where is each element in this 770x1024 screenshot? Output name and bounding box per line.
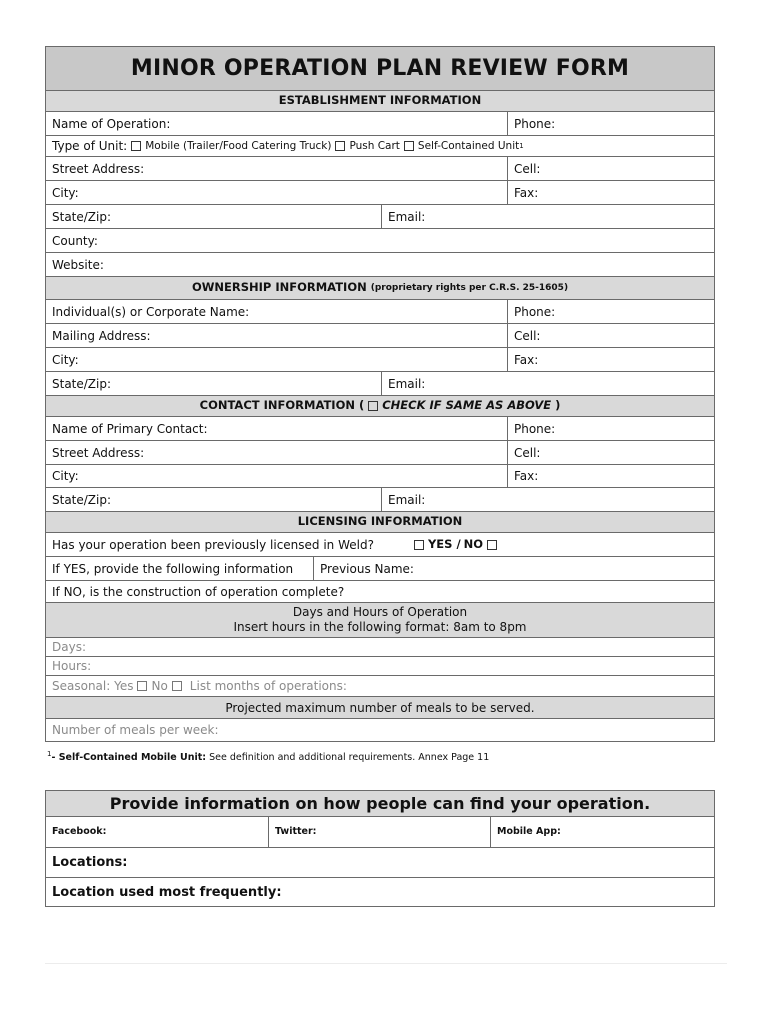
street-row: [46, 156, 714, 180]
contact-state-row: [46, 487, 714, 511]
county-field[interactable]: County:: [52, 233, 98, 248]
same-as-above-checkbox[interactable]: [368, 401, 378, 411]
hours-header-title: Days and Hours of Operation: [292, 605, 468, 619]
seasonal-label: Seasonal: Yes: [52, 679, 134, 693]
contact-fax-field[interactable]: Fax:: [507, 465, 714, 487]
self-contained-label: Self-Contained Unit: [417, 139, 520, 152]
licensed-question-row: [46, 532, 714, 556]
footnote-mark: 1: [47, 750, 52, 758]
form-title: MINOR OPERATION PLAN REVIEW FORM: [46, 47, 714, 90]
owner-state-zip-field[interactable]: State/Zip:: [52, 376, 112, 391]
phone-field[interactable]: Phone:: [507, 112, 714, 135]
licensed-yes-checkbox[interactable]: [414, 540, 424, 550]
licensed-no-checkbox[interactable]: [487, 540, 497, 550]
mobile-app-field[interactable]: Mobile App:: [490, 817, 714, 847]
contact-state-zip-field[interactable]: State/Zip:: [52, 492, 112, 507]
seasonal-no-label: No: [151, 679, 168, 693]
facebook-field[interactable]: Facebook:: [52, 826, 107, 838]
days-field[interactable]: Days:: [52, 640, 86, 654]
if-yes-label: If YES, provide the following information: [52, 561, 294, 576]
construction-row: [46, 580, 714, 602]
mobile-checkbox[interactable]: [131, 141, 141, 151]
page-divider: [45, 963, 727, 964]
contact-city-row: [46, 464, 714, 487]
meals-per-week-field[interactable]: Number of meals per week:: [52, 723, 219, 737]
same-as-above-label: CHECK IF SAME AS ABOVE: [382, 398, 552, 413]
hours-field[interactable]: Hours:: [52, 659, 92, 673]
hours-header-format: Insert hours in the following format: 8am to 8pm: [233, 620, 527, 634]
unit-type-row: [46, 135, 714, 156]
seasonal-months-field[interactable]: List months of operations:: [189, 679, 347, 693]
owner-state-row: [46, 371, 714, 395]
locations-field[interactable]: Locations:: [52, 855, 128, 870]
hours-row: [46, 656, 714, 675]
website-field[interactable]: Website:: [52, 257, 104, 272]
owner-name-row: [46, 299, 714, 323]
cell-field[interactable]: Cell:: [507, 157, 714, 180]
state-row: [46, 204, 714, 228]
ownership-header-row: [46, 276, 714, 299]
seasonal-row: [46, 675, 714, 696]
contact-header: CONTACT INFORMATION (: [199, 398, 365, 413]
licensed-no-label: NO: [463, 536, 484, 551]
operation-name-row: [46, 111, 714, 135]
seasonal-no-checkbox[interactable]: [172, 681, 182, 691]
seasonal-yes-checkbox[interactable]: [137, 681, 147, 691]
footnote-text: See definition and additional requirements. Annex Page 11: [209, 752, 490, 764]
city-field[interactable]: City:: [52, 185, 79, 200]
form-title-row: [46, 47, 714, 90]
ownership-note: (proprietary rights per C.R.S. 25-1605): [370, 282, 569, 293]
hours-header-row: [46, 602, 714, 637]
contact-phone-field[interactable]: Phone:: [507, 417, 714, 440]
self-contained-footnote-mark: 1: [519, 141, 524, 150]
previous-name-row: [46, 556, 714, 580]
days-row: [46, 637, 714, 656]
website-row: [46, 252, 714, 276]
ownership-header: OWNERSHIP INFORMATION: [191, 280, 367, 295]
owner-mailing-row: [46, 323, 714, 347]
twitter-field[interactable]: Twitter:: [268, 817, 490, 847]
push-cart-checkbox[interactable]: [335, 141, 345, 151]
owner-city-row: [46, 347, 714, 371]
contact-email-field[interactable]: Email:: [381, 488, 714, 511]
locations-row: [46, 847, 714, 877]
county-row: [46, 228, 714, 252]
contact-cell-field[interactable]: Cell:: [507, 441, 714, 464]
fax-field[interactable]: Fax:: [507, 181, 714, 204]
owner-fax-field[interactable]: Fax:: [507, 348, 714, 371]
owner-email-field[interactable]: Email:: [381, 372, 714, 395]
unit-type-label: Type of Unit:: [52, 139, 128, 153]
licensing-header-row: [46, 511, 714, 532]
owner-name-field[interactable]: Individual(s) or Corporate Name:: [52, 304, 250, 319]
footnote: [47, 750, 489, 763]
frequent-location-field[interactable]: Location used most frequently:: [52, 884, 282, 900]
meals-header-row: [46, 696, 714, 718]
footnote-term: - Self-Contained Mobile Unit:: [51, 752, 207, 764]
email-field[interactable]: Email:: [381, 205, 714, 228]
plan-review-form: [45, 46, 715, 742]
owner-mailing-field[interactable]: Mailing Address:: [52, 328, 151, 343]
contact-name-row: [46, 416, 714, 440]
push-cart-label: Push Cart: [349, 139, 400, 152]
establishment-header-row: [46, 90, 714, 111]
meals-row: [46, 718, 714, 741]
construction-question[interactable]: If NO, is the construction of operation complete?: [52, 584, 345, 599]
contact-city-field[interactable]: City:: [52, 469, 79, 483]
previous-name-field[interactable]: Previous Name:: [313, 557, 714, 580]
establishment-header: ESTABLISHMENT INFORMATION: [46, 91, 714, 111]
street-field[interactable]: Street Address:: [52, 161, 145, 176]
owner-city-field[interactable]: City:: [52, 352, 79, 367]
meals-header: Projected maximum number of meals to be served.: [46, 697, 714, 718]
self-contained-checkbox[interactable]: [404, 141, 414, 151]
operation-name-field[interactable]: Name of Operation:: [52, 116, 171, 131]
owner-cell-field[interactable]: Cell:: [507, 324, 714, 347]
frequent-location-row: [46, 877, 714, 906]
contact-street-field[interactable]: Street Address:: [52, 445, 145, 460]
mobile-label: Mobile (Trailer/Food Catering Truck): [145, 139, 332, 152]
contact-header-row: [46, 395, 714, 416]
state-zip-field[interactable]: State/Zip:: [52, 209, 112, 224]
find-title-row: [46, 791, 714, 816]
find-operation-form: [45, 790, 715, 907]
contact-header-close: ): [555, 398, 561, 413]
contact-name-field[interactable]: Name of Primary Contact:: [52, 421, 208, 436]
social-row: [46, 816, 714, 847]
licensing-header: LICENSING INFORMATION: [46, 512, 714, 532]
licensed-question: Has your operation been previously licensed in Weld?: [52, 537, 374, 552]
licensed-yes-label: YES /: [427, 536, 461, 551]
owner-phone-field[interactable]: Phone:: [507, 300, 714, 323]
city-row: [46, 180, 714, 204]
contact-street-row: [46, 440, 714, 464]
find-title: Provide information on how people can find your operation.: [46, 791, 714, 816]
